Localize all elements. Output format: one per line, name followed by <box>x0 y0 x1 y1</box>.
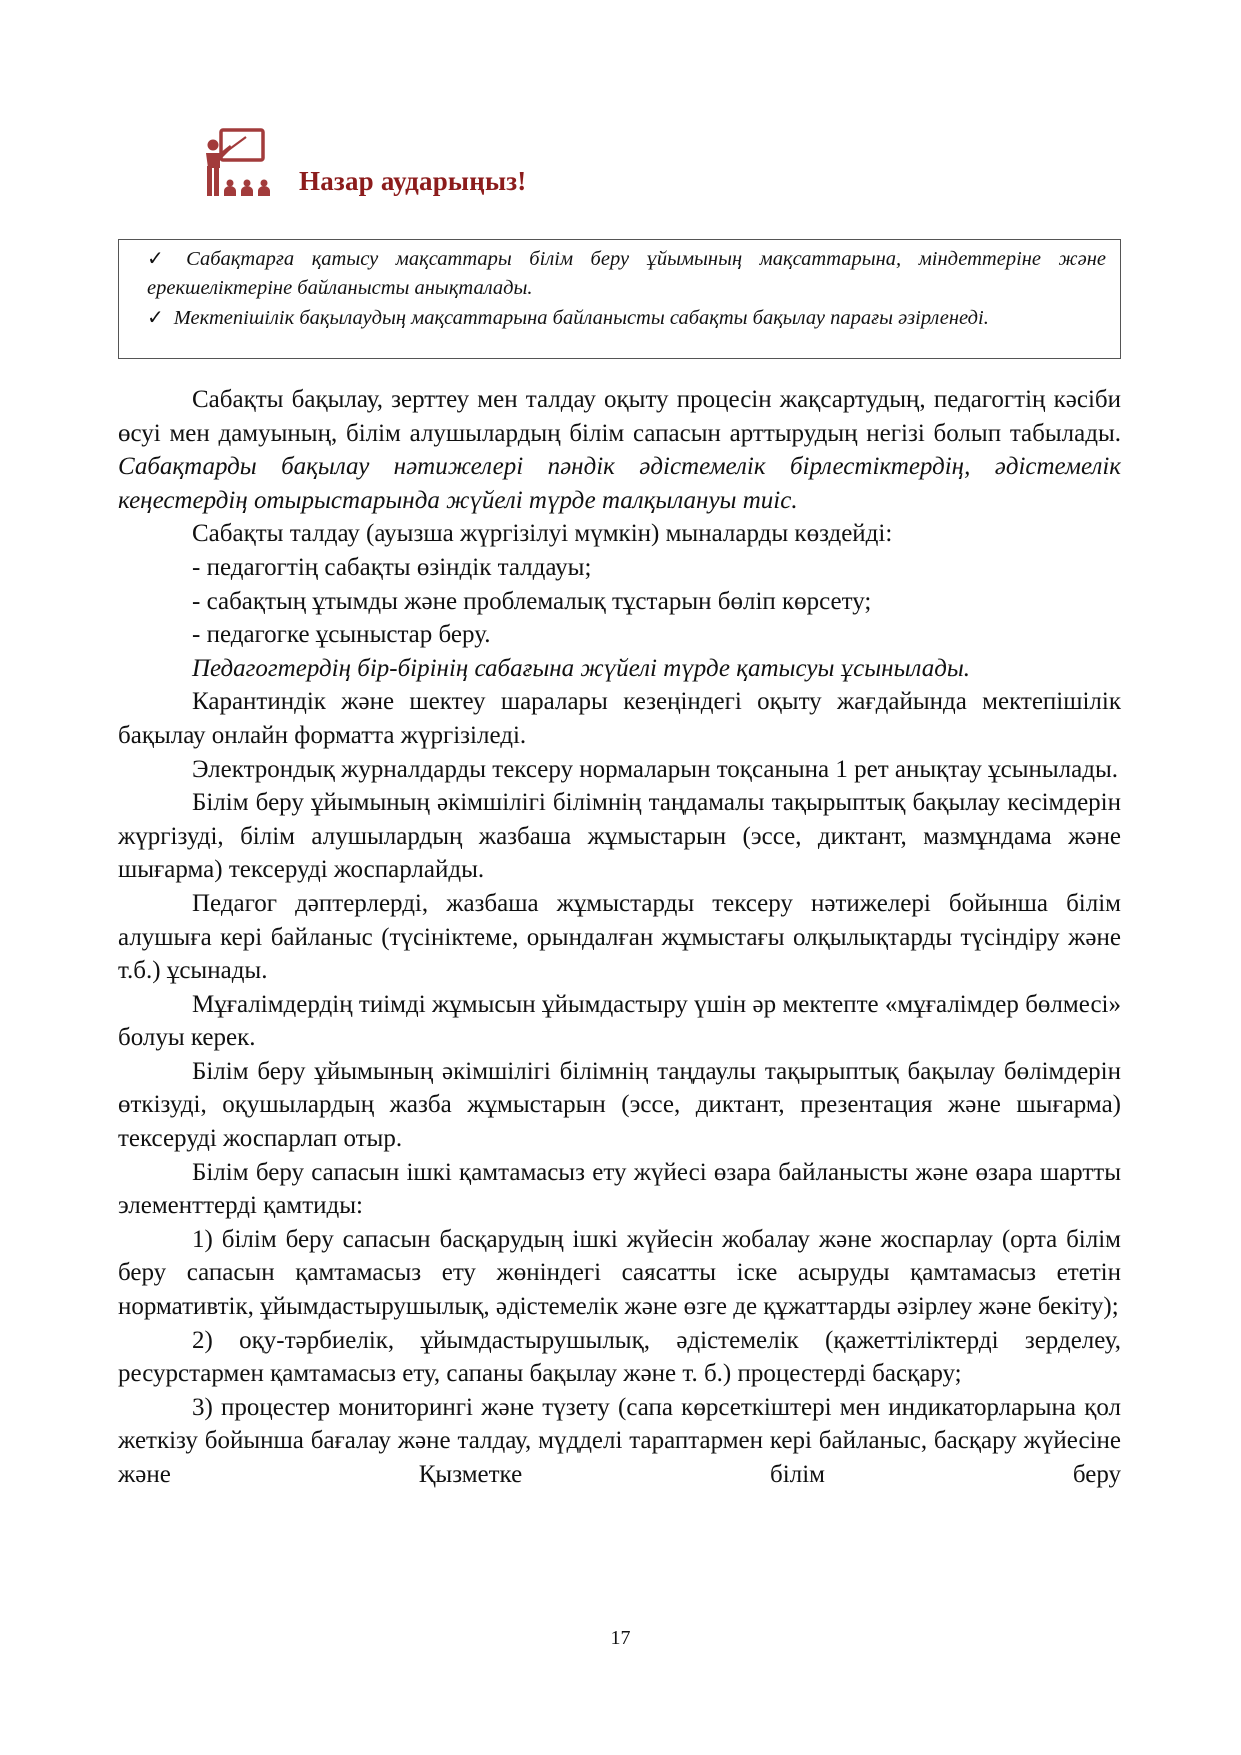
paragraph: Білім беру ұйымының әкімшілігі білімнің таңдаулы тақырыптық бақылау бөлімдерін өткізуді, оқушылардың жазба жұмыстарын (эссе, диктант, презентация және шығарма) тексеруді жоспарлап отыр. <box>118 1057 1121 1153</box>
page-number: 17 <box>610 1627 631 1649</box>
attention-title: Назар аударыңыз! <box>299 166 527 196</box>
checkmark-icon: ✓ <box>147 246 177 270</box>
paragraph-text: Сабақты бақылау, зерттеу мен талдау оқыту процесін жақсартудың, педагогтің кәсіби өсуі мен дамуының, білім алушылардың білім сапасын арттырудың негізі болып табылады. <box>118 386 1121 447</box>
paragraph: Мұғалімдердің тиімді жұмысын ұйымдастыру үшін әр мектепте «мұғалімдер бөлмесі» болуы керек. <box>118 990 1121 1052</box>
paragraph: Білім беру сапасын ішкі қамтамасыз ету жүйесі өзара байланысты және өзара шартты элементтерді қамтиды: <box>118 1158 1121 1220</box>
notice-item-text: Мектепішілік бақылаудың мақсаттарына байланысты сабақты бақылау парағы әзірленеді. <box>173 307 989 329</box>
notice-item <box>147 244 1106 303</box>
paragraph: Педагог дәптерлерді, жазбаша жұмыстарды тексеру нәтижелері бойынша білім алушыға кері байланыс (түсініктеме, орындалған жұмыстағы олқылықтарды түсіндіру және т.б.) ұсынады. <box>118 889 1121 985</box>
notice-item <box>147 303 1106 333</box>
paragraph-italic-text: Сабақтарды бақылау нәтижелері пәндік әдістемелік бірлестіктердің, әдістемелік кеңестердің отырыстарында жүйелі түрде талқылануы тиіс. <box>118 453 1121 514</box>
document-body <box>118 383 1121 1492</box>
list-item: - сабақтың ұтымды және проблемалық тұстарын бөліп көрсету; <box>192 587 872 615</box>
list-item: - педагогке ұсыныстар беру. <box>192 621 491 649</box>
paragraph: Білім беру ұйымының әкімшілігі білімнің таңдамалы тақырыптық бақылау кесімдерін жүргізуді, білім алушылардың жазбаша жұмыстарын (эссе, диктант, мазмұндама және шығарма) тексеруді жоспарлайды. <box>118 789 1121 884</box>
numbered-item: 3) процестер мониторингі және түзету (сапа көрсеткіштері мен индикаторларына қол жеткізу бойынша бағалау және талдау, мүдделі тараптармен кері байланыс, басқару жүйесіне және Қызметке білім беру <box>118 1393 1121 1488</box>
checkmark-icon: ✓ <box>147 305 164 329</box>
numbered-item: 2) оқу-тәрбиелік, ұйымдастырушылық, әдістемелік (қажеттіліктерді зерделеу, ресурстармен қамтамасыз ету, сапаны бақылау және т. б.) процестерді басқару; <box>118 1326 1121 1388</box>
attention-header <box>203 128 623 200</box>
notice-item-text: Сабақтарға қатысу мақсаттары білім беру ұйымының мақсаттарына, міндеттеріне және ерекшеліктеріне байланысты анықталады. <box>147 248 1106 299</box>
paragraph: Карантиндік және шектеу шаралары кезеңіндегі оқыту жағдайында мектепішілік бақылау онлайн форматта жүргізіледі. <box>118 688 1121 749</box>
numbered-item: 1) білім беру сапасын басқарудың ішкі жүйесін жобалау және жоспарлау (орта білім беру сапасын қамтамасыз ету жөніндегі саясатты іске асыруды қамтамасыз ететін нормативтік, ұйымдастырушылық, әдістемелік және өзге де құжаттарды әзірлеу және бекіту); <box>118 1225 1121 1321</box>
paragraph: Педагогтердің бір-бірінің сабағына жүйелі түрде қатысуы ұсынылады. <box>192 654 971 682</box>
paragraph: Сабақты талдау (ауызша жүргізілуі мүмкін) мыналарды көздейді: <box>192 520 893 548</box>
paragraph <box>118 383 1121 517</box>
list-item: - педагогтің сабақты өзіндік талдауы; <box>192 553 592 581</box>
notice-box <box>118 239 1121 359</box>
paragraph: Электрондық журналдарды тексеру нормаларын тоқсанына 1 рет анықтау ұсынылады. <box>192 755 1119 783</box>
teacher-presentation-icon <box>203 128 283 200</box>
